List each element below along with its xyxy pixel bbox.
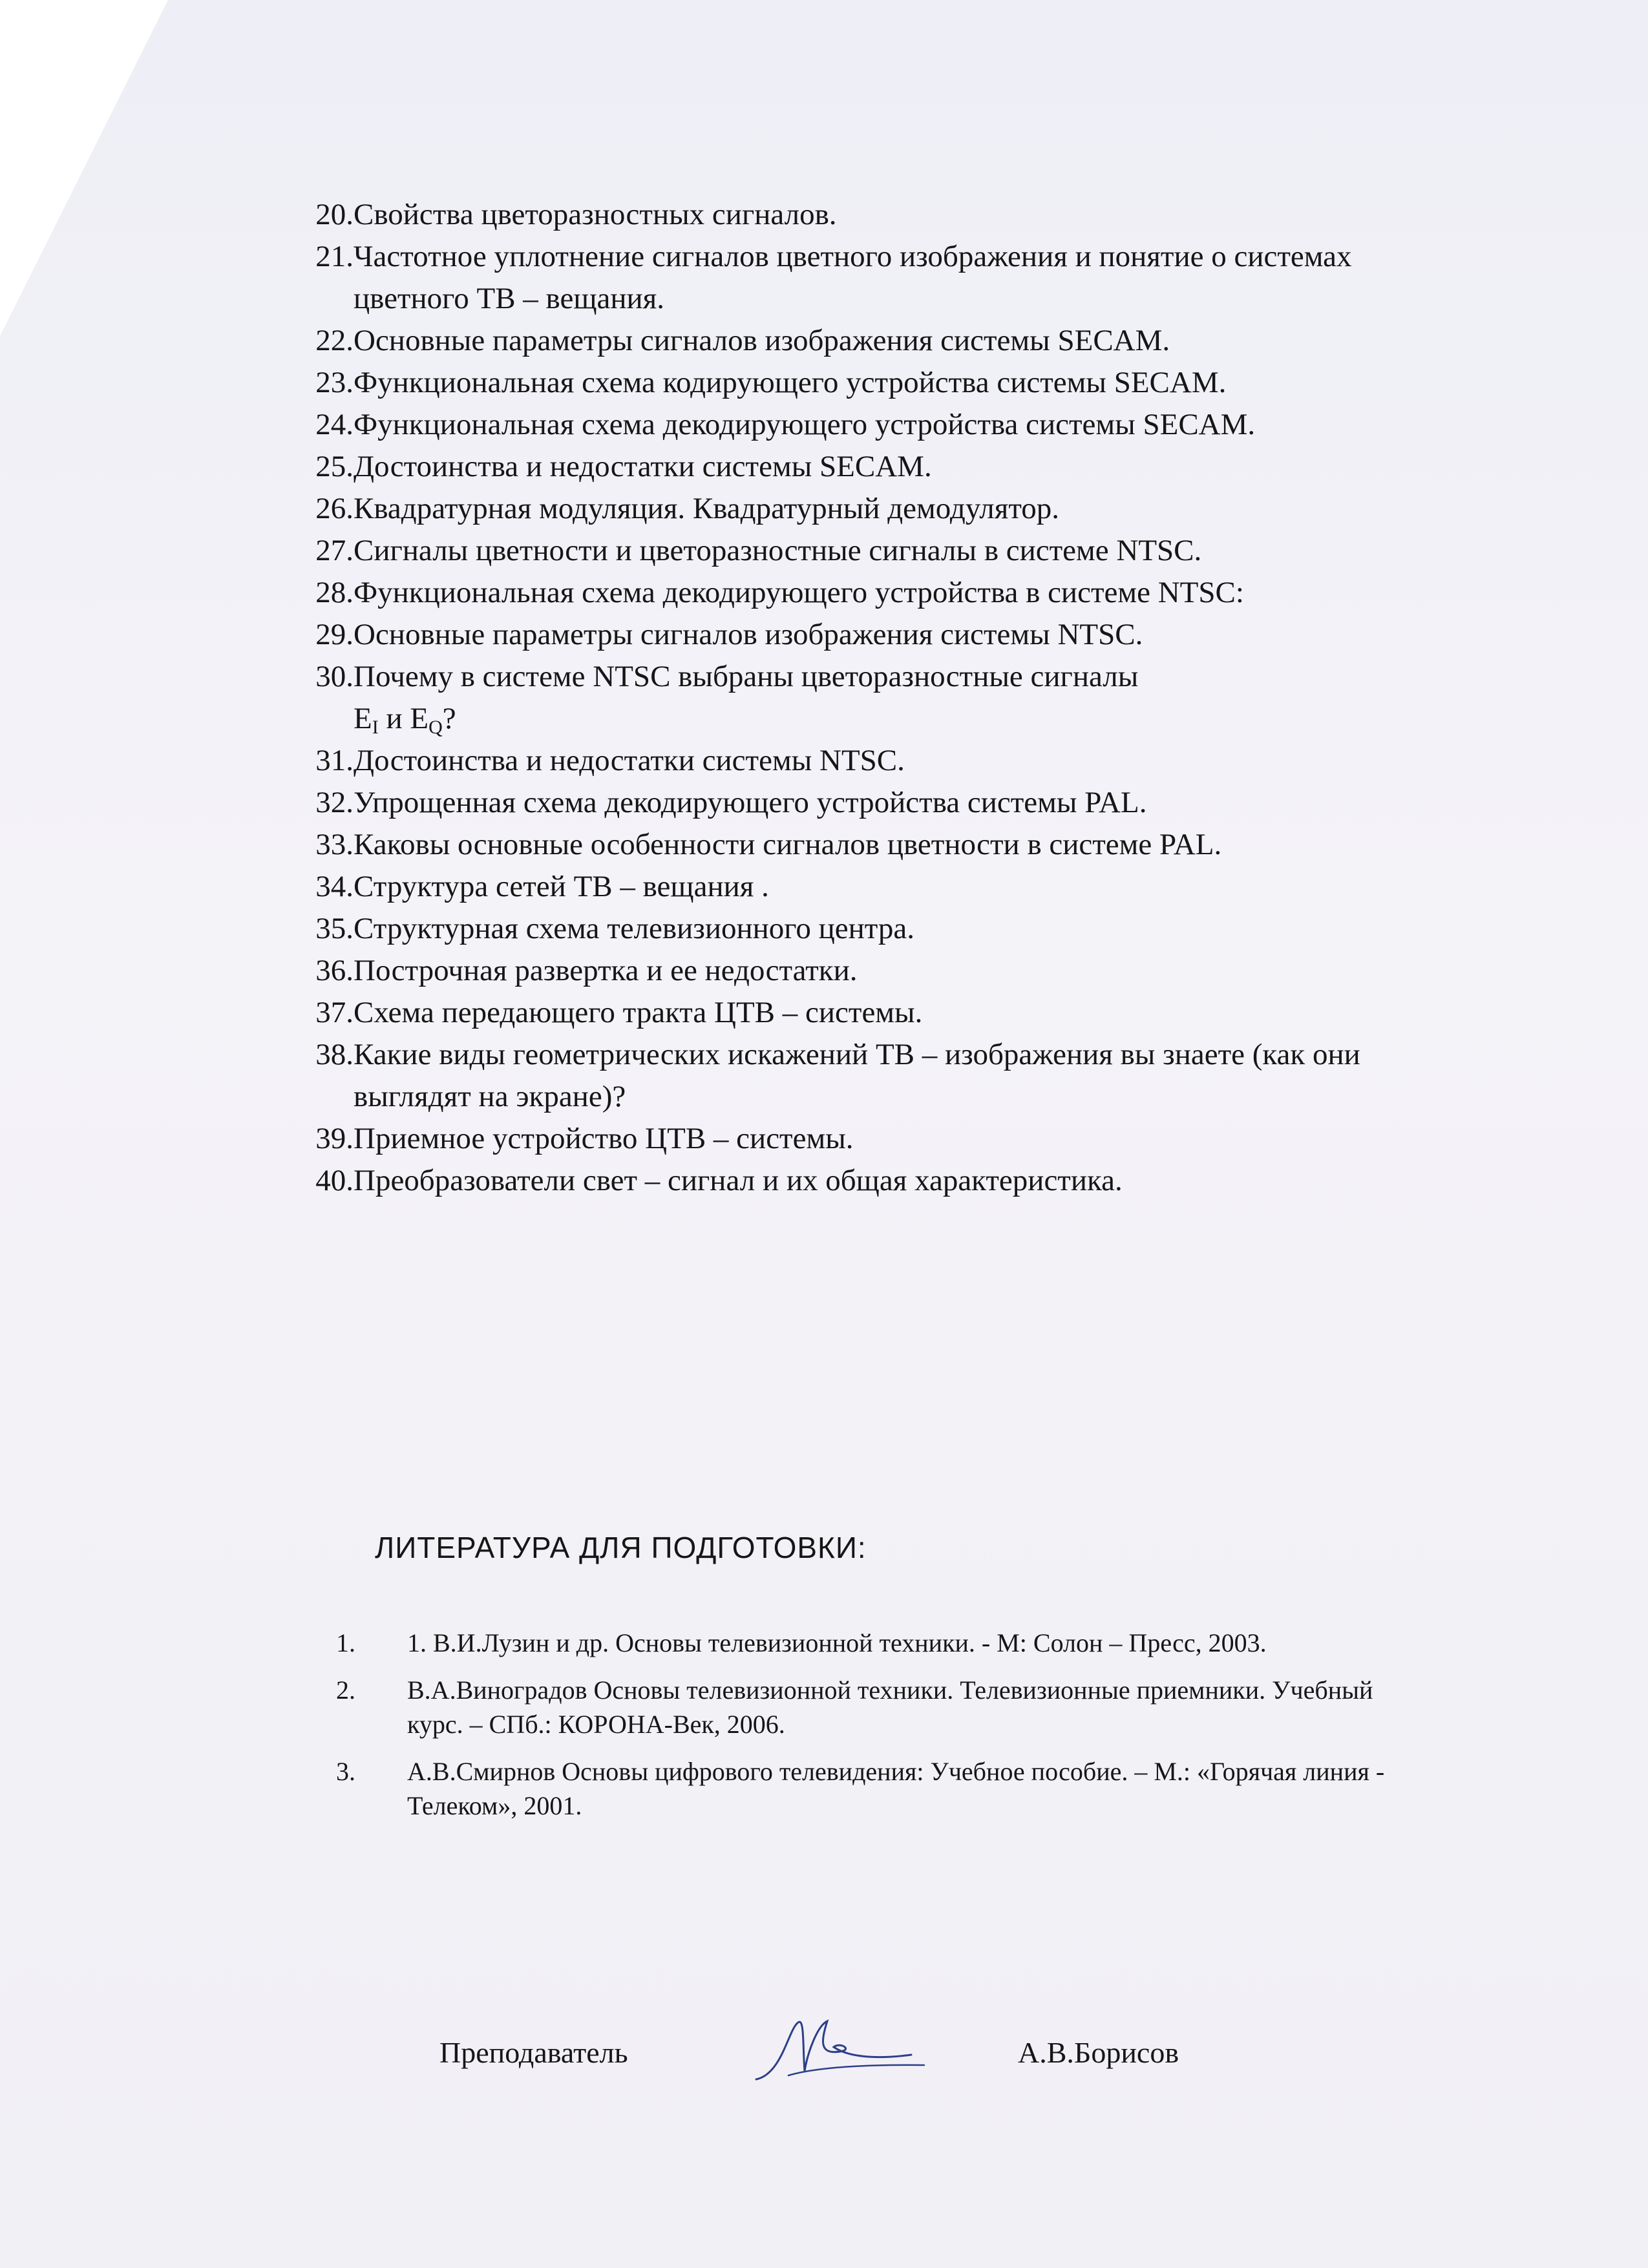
question-item [284, 908, 1383, 950]
question-text [354, 824, 1383, 866]
question-text [354, 530, 1383, 572]
question-text-main: Достоинства и недостатки системы NTSC. [354, 744, 905, 777]
question-text-main: Квадратурная модуляция. Квадратурный демодулятор. [354, 492, 1060, 525]
question-text [354, 866, 1383, 908]
question-number: 27. [315, 534, 354, 567]
question-formula-part: E [354, 702, 372, 735]
question-item [284, 824, 1383, 866]
question-number: 23. [315, 366, 354, 399]
literature-item [336, 1754, 1396, 1823]
question-item [284, 446, 1383, 488]
question-number: 36. [315, 954, 354, 987]
question-number: 35. [315, 912, 354, 945]
question-text-main: Функциональная схема декодирующего устройства системы SECAM. [354, 408, 1256, 441]
question-number: 31. [315, 744, 354, 777]
question-number: 21. [315, 240, 354, 273]
question-text-main: Упрощенная схема декодирующего устройства системы PAL. [354, 786, 1147, 819]
question-item [284, 404, 1383, 446]
question-item [284, 1118, 1383, 1160]
literature-text: В.А.Виноградов Основы телевизионной техники. Телевизионные приемники. Учебный курс. – СПб.: КОРОНА-Век, 2006. [407, 1675, 1373, 1739]
question-text [354, 572, 1383, 614]
question-text [354, 488, 1383, 530]
question-text-main: Приемное устройство ЦТВ – системы. [354, 1122, 854, 1155]
question-text-main: Структура сетей ТВ – вещания . [354, 870, 769, 903]
question-text [354, 194, 1383, 236]
question-text-main: Функциональная схема кодирующего устройства системы SECAM. [354, 366, 1227, 399]
question-item [284, 866, 1383, 908]
question-text [354, 362, 1383, 404]
question-text-main: Частотное уплотнение сигналов цветного изображения и понятие о системах цветного ТВ – вещания. [354, 240, 1352, 315]
question-text-main: Преобразователи свет – сигнал и их общая характеристика. [354, 1164, 1123, 1197]
question-number: 38. [315, 1038, 354, 1071]
question-item [284, 656, 1383, 740]
question-number: 29. [315, 618, 354, 651]
question-number: 22. [315, 324, 354, 357]
exam-questions-list [284, 194, 1383, 1202]
question-text [354, 614, 1383, 656]
question-text [354, 950, 1383, 992]
literature-item [336, 1626, 1396, 1660]
question-item [284, 572, 1383, 614]
question-number: 20. [315, 198, 354, 231]
question-text [354, 404, 1383, 446]
question-number: 33. [315, 828, 354, 861]
question-number: 39. [315, 1122, 354, 1155]
question-text [354, 236, 1383, 320]
question-number: 40. [315, 1164, 354, 1197]
question-number: 32. [315, 786, 354, 819]
question-formula-part: и E [378, 702, 429, 735]
literature-number: 3. [336, 1757, 355, 1786]
question-number: 26. [315, 492, 354, 525]
literature-heading: ЛИТЕРАТУРА ДЛЯ ПОДГОТОВКИ: [375, 1531, 867, 1564]
question-item [284, 236, 1383, 320]
question-item [284, 530, 1383, 572]
question-text-main: Каковы основные особенности сигналов цветности в системе PAL. [354, 828, 1222, 861]
question-text [354, 1160, 1383, 1202]
question-formula-part: I [372, 717, 379, 738]
literature-number: 1. [336, 1628, 355, 1657]
teacher-name: А.В.Борисов [1018, 2036, 1179, 2069]
literature-list [336, 1626, 1396, 1836]
question-number: 30. [315, 660, 354, 693]
question-number: 24. [315, 408, 354, 441]
question-item [284, 488, 1383, 530]
question-item [284, 950, 1383, 992]
question-item [284, 320, 1383, 362]
folded-corner [0, 0, 168, 336]
question-text-main: Структурная схема телевизионного центра. [354, 912, 915, 945]
question-text-main: Основные параметры сигналов изображения системы SECAM. [354, 324, 1170, 357]
question-item [284, 1034, 1383, 1118]
question-text-main: Схема передающего тракта ЦТВ – системы. [354, 996, 923, 1029]
question-text [354, 446, 1383, 488]
literature-item [336, 1673, 1396, 1741]
literature-number: 2. [336, 1675, 355, 1705]
question-text [354, 656, 1383, 740]
question-item [284, 740, 1383, 782]
question-text [354, 320, 1383, 362]
question-text [354, 740, 1383, 782]
question-text-main: Какие виды геометрических искажений ТВ – изображения вы знаете (как они выглядят на экране)? [354, 1038, 1360, 1113]
question-formula-part: ? [442, 702, 456, 735]
question-text-main: Построчная развертка и ее недостатки. [354, 954, 858, 987]
question-number: 37. [315, 996, 354, 1029]
question-item [284, 782, 1383, 824]
literature-text: А.В.Смирнов Основы цифрового телевидения: Учебное пособие. – М.: «Горячая линия - Телеком», 2001. [407, 1757, 1385, 1820]
question-text [354, 1118, 1383, 1160]
question-item [284, 614, 1383, 656]
question-text-main: Основные параметры сигналов изображения системы NTSC. [354, 618, 1143, 651]
question-text-main: Функциональная схема декодирующего устройства в системе NTSC: [354, 576, 1244, 609]
question-item [284, 194, 1383, 236]
question-text-main: Почему в системе NTSC выбраны цветоразностные сигналы [354, 660, 1139, 693]
question-item [284, 362, 1383, 404]
question-text-main: Достоинства и недостатки системы SECAM. [354, 450, 932, 483]
question-text [354, 992, 1383, 1034]
question-text-main: Сигналы цветности и цветоразностные сигналы в системе NTSC. [354, 534, 1202, 567]
question-text [354, 908, 1383, 950]
question-number: 25. [315, 450, 354, 483]
question-text [354, 782, 1383, 824]
question-number: 34. [315, 870, 354, 903]
question-item [284, 992, 1383, 1034]
question-item [284, 1160, 1383, 1202]
teacher-role-label: Преподаватель [439, 2036, 628, 2069]
question-text [354, 1034, 1383, 1118]
handwritten-signature [743, 2003, 937, 2087]
literature-text: 1. В.И.Лузин и др. Основы телевизионной техники. - М: Солон – Пресс, 2003. [407, 1628, 1267, 1657]
question-number: 28. [315, 576, 354, 609]
question-text-main: Свойства цветоразностных сигналов. [354, 198, 837, 231]
question-formula-part: Q [428, 717, 443, 738]
